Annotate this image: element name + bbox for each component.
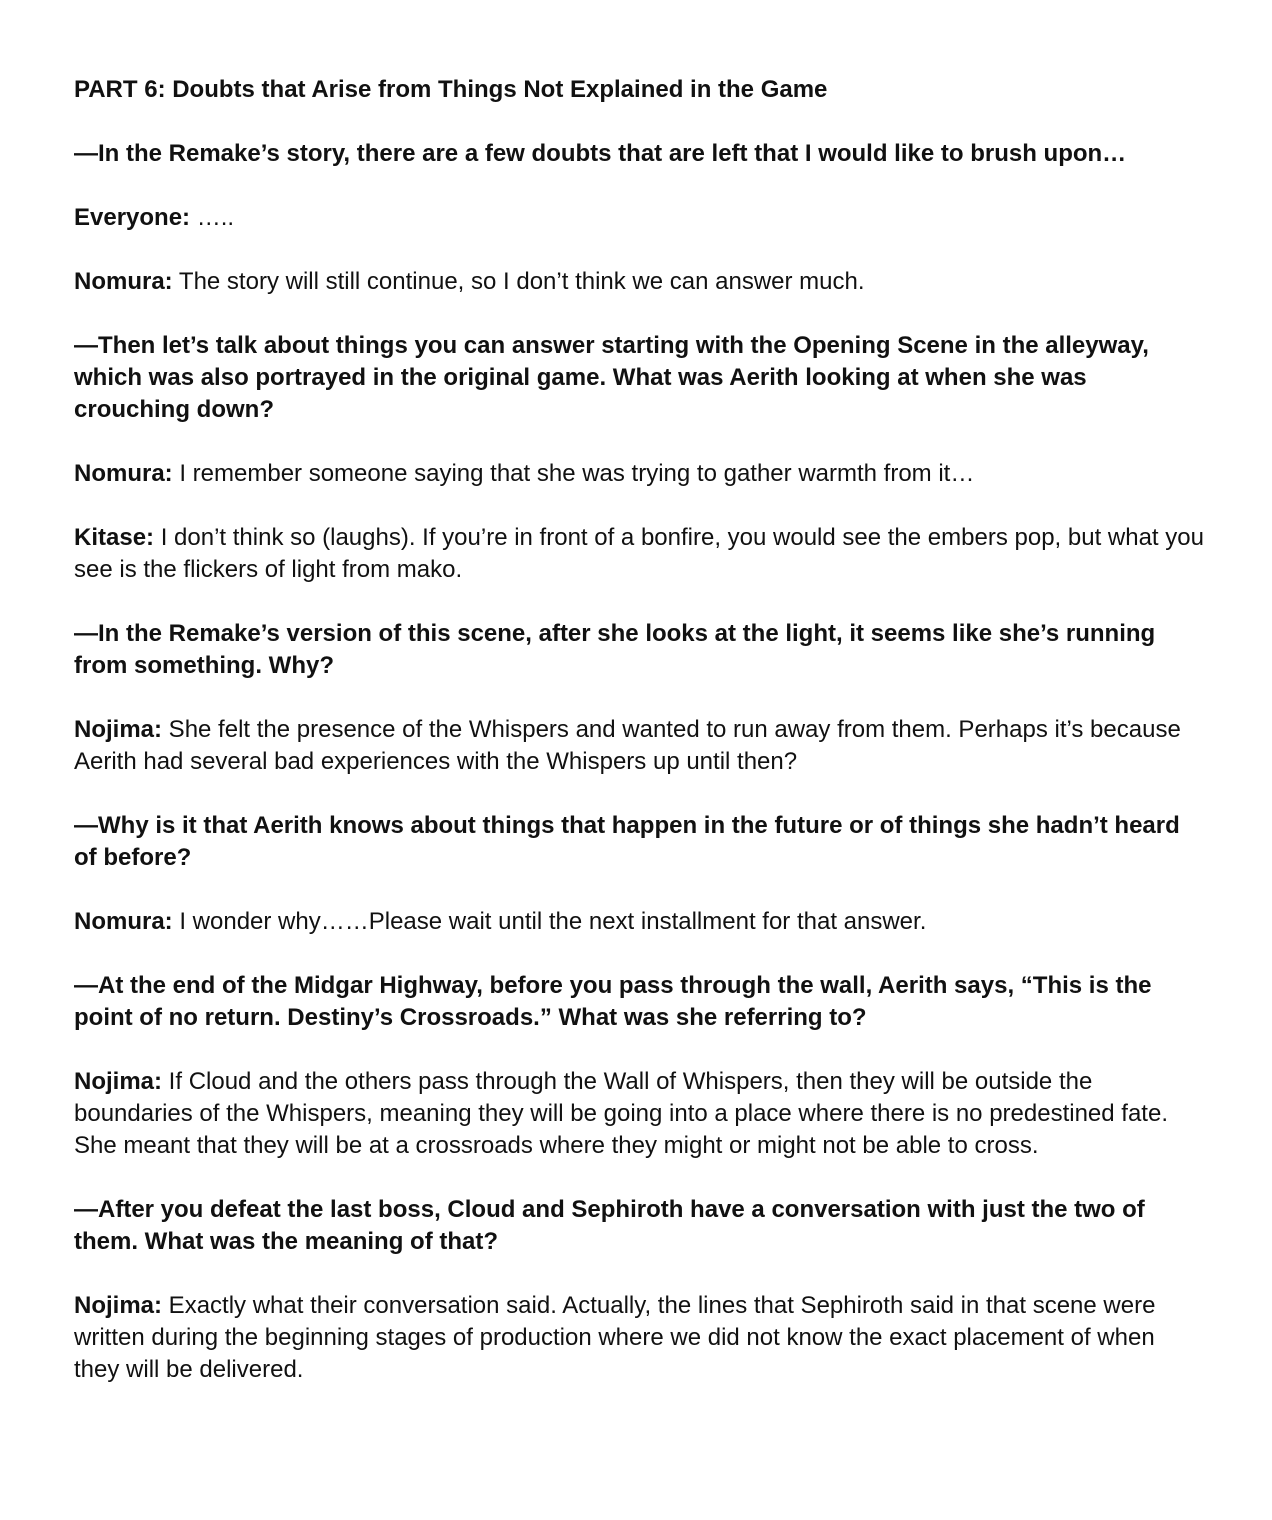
interview-answer (74, 906, 1204, 938)
answer-text: I don’t think so (laughs). If you’re in front of a bonfire, you would see the embers pop, but what you see is the flickers of light from mako. (74, 524, 1204, 583)
speaker-name: Nomura: (74, 268, 173, 295)
interview-answer (74, 714, 1204, 778)
interview-answer (74, 266, 1204, 298)
answer-text: I remember someone saying that she was trying to gather warmth from it… (172, 460, 975, 487)
section-heading: PART 6: Doubts that Arise from Things Not Explained in the Game (74, 76, 828, 103)
answer-text: Exactly what their conversation said. Actually, the lines that Sephiroth said in that scene were written during the beginning stages of production where we did not know the exact placement of when they will be delivered. (74, 1292, 1156, 1383)
speaker-name: Nomura: (74, 908, 173, 935)
interview-answer (74, 522, 1204, 586)
interview-answer (74, 1066, 1204, 1162)
answer-text: She felt the presence of the Whispers and wanted to run away from them. Perhaps it’s because Aerith had several bad experiences with the Whispers up until then? (74, 716, 1181, 775)
answer-text: ….. (190, 204, 235, 231)
speaker-name: Nojima: (74, 1068, 163, 1095)
interview-answer (74, 202, 1204, 234)
speaker-name: Everyone: (74, 204, 191, 231)
interview-question: —Why is it that Aerith knows about things that happen in the future or of things she hadn’t heard of before? (74, 812, 1180, 871)
speaker-name: Kitase: (74, 524, 155, 551)
document-page (74, 74, 1204, 1418)
answer-text: I wonder why……Please wait until the next installment for that answer. (172, 908, 927, 935)
speaker-name: Nomura: (74, 460, 173, 487)
speaker-name: Nojima: (74, 1292, 163, 1319)
interview-question: —After you defeat the last boss, Cloud and Sephiroth have a conversation with just the two of them. What was the meaning of that? (74, 1196, 1145, 1255)
speaker-name: Nojima: (74, 716, 163, 743)
interview-answer (74, 1290, 1204, 1386)
answer-text: The story will still continue, so I don’t think we can answer much. (172, 268, 865, 295)
interview-answer (74, 458, 1204, 490)
interview-question: —In the Remake’s version of this scene, after she looks at the light, it seems like she’s running from something. Why? (74, 620, 1156, 679)
interview-question: —At the end of the Midgar Highway, before you pass through the wall, Aerith says, “This is the point of no return. Destiny’s Crossroads.” What was she referring to? (74, 972, 1152, 1031)
interview-question: —In the Remake’s story, there are a few doubts that are left that I would like to brush upon… (74, 140, 1127, 167)
answer-text: If Cloud and the others pass through the Wall of Whispers, then they will be outside the boundaries of the Whispers, meaning they will be going into a place where there is no predestined fate. She meant that they will be at a crossroads where they might or might not be able to cross. (74, 1068, 1168, 1159)
interview-question: —Then let’s talk about things you can answer starting with the Opening Scene in the alleyway, which was also portrayed in the original game. What was Aerith looking at when she was crouching down? (74, 332, 1149, 423)
